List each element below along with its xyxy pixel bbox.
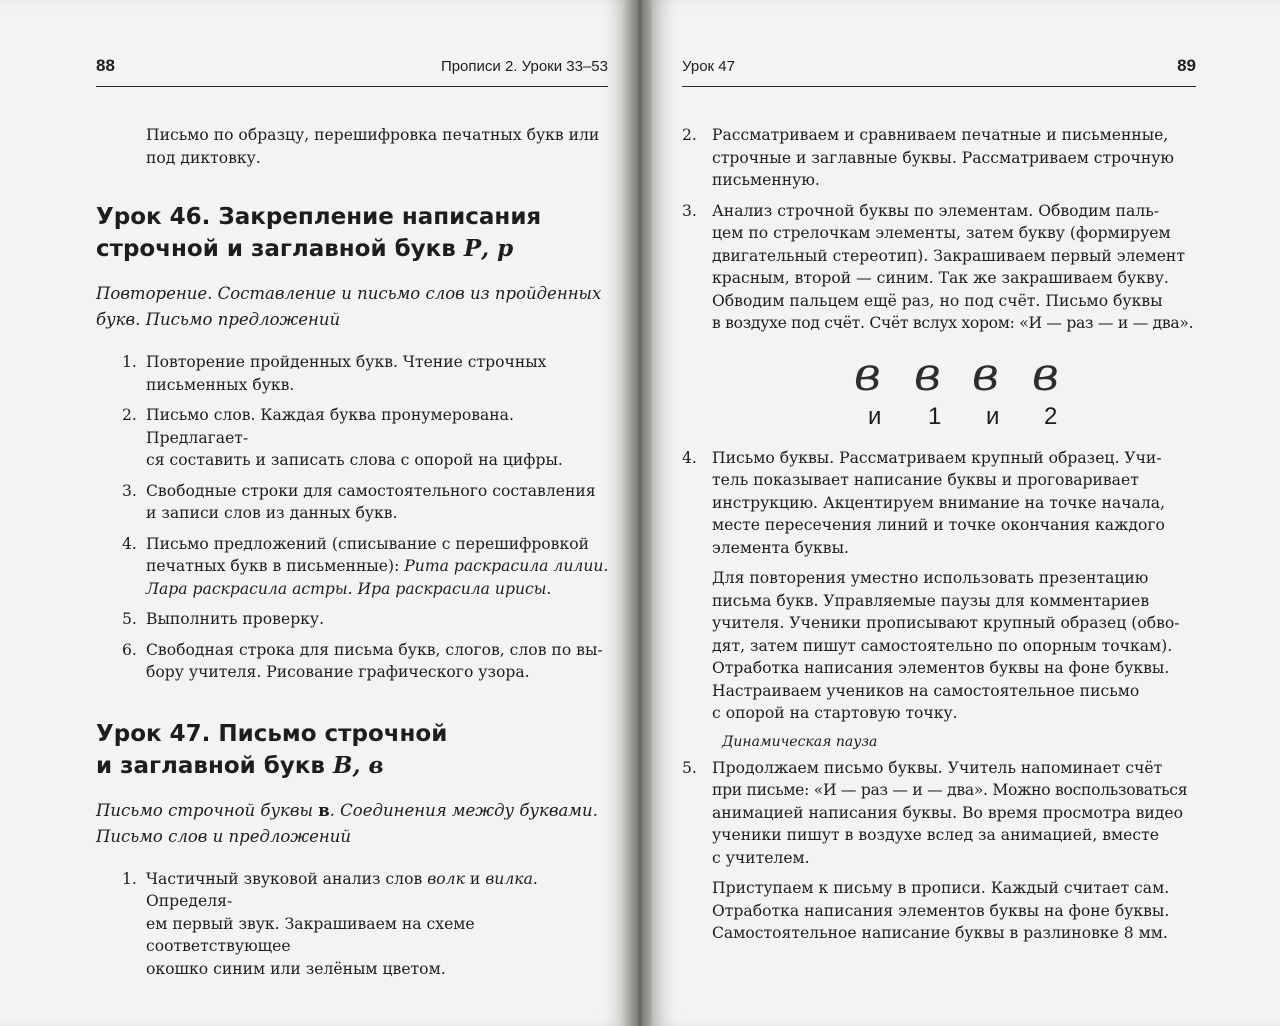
item-number: 1.: [122, 353, 137, 371]
steps-list-final: [682, 757, 1198, 870]
lesson-47-subtitle: [96, 798, 610, 850]
text-line: месте пересечения линий и точке окончания каждого: [712, 516, 1165, 534]
subtitle-line: букв. Письмо предложений: [96, 310, 341, 329]
text-line: Самостоятельное написание буквы в разлиновке 8 мм.: [712, 924, 1168, 942]
count-label: 1: [928, 402, 942, 430]
presentation-paragraph: [682, 567, 1198, 725]
steps-list-continued: [682, 447, 1198, 560]
cursive-letter: в: [1032, 346, 1059, 401]
list-item: [96, 868, 610, 981]
text-line: тель показывает написание буквы и проговаривает: [712, 471, 1139, 489]
text-line: ся составить и записать слова с опорой на цифры.: [146, 451, 563, 469]
list-item: [96, 608, 610, 631]
text-line: анимацией написания буквы. Во время просмотра видео: [712, 803, 1183, 822]
subtitle-part: Письмо строчной буквы: [96, 800, 319, 820]
text-line: Свободные строки для самостоятельного составления: [146, 481, 596, 500]
text-line: и записи слов из данных букв.: [146, 504, 398, 522]
text-line: письменную.: [712, 171, 820, 189]
text-part: . Определя-: [146, 869, 538, 910]
text-line: письма букв. Управляемые паузы для комментариев: [712, 591, 1150, 610]
word-example: волк: [427, 869, 465, 888]
page-number: 88: [96, 56, 115, 75]
text-part: Частичный звуковой анализ слов: [146, 869, 428, 888]
cursive-letter: в: [972, 346, 999, 401]
list-item: [96, 404, 610, 472]
header-title: Прописи 2. Уроки 33–53: [440, 58, 608, 75]
list-item: [682, 200, 1198, 335]
text-line: окошко синим или зелёным цветом.: [146, 959, 446, 978]
text-line: инструкцию. Акцентируем внимание на точке начала,: [712, 493, 1165, 512]
text-part: и: [464, 869, 486, 888]
text-line: Приступаем к письму в прописи. Каждый считает сам.: [712, 879, 1170, 897]
item-number: 3.: [122, 481, 137, 500]
text-line: с опорой на стартовую точку.: [712, 704, 958, 722]
title-line: Урок 46. Закрепление написания: [96, 204, 542, 230]
dynamic-pause-label: Динамическая пауза: [722, 733, 878, 750]
lesson-46-list: [96, 351, 610, 684]
text-line: под диктовку.: [146, 148, 261, 167]
text-line: письменных букв.: [146, 375, 295, 394]
text-line: Обводим пальцем ещё раз, но под счёт. Письмо буквы: [712, 291, 1163, 310]
item-number: 2.: [122, 406, 137, 424]
right-content: [682, 124, 1198, 945]
list-item: [682, 124, 1198, 192]
header-title: Урок 47: [682, 58, 735, 75]
cursive-letter: в: [914, 346, 941, 401]
running-header: [96, 52, 608, 87]
text-line: двигательный стереотип). Закрашиваем первый элемент: [712, 246, 1185, 265]
text-line: Для повторения уместно использовать презентацию: [712, 569, 1149, 587]
list-item: [682, 447, 1198, 560]
item-number: 3.: [682, 201, 697, 220]
list-item: [96, 351, 610, 396]
lesson-46-title: [96, 201, 610, 265]
page-number: 89: [1177, 56, 1196, 75]
title-line: Урок 47. Письмо строчной: [96, 720, 448, 747]
item-number: 6.: [122, 640, 137, 659]
cursive-letter: в: [854, 346, 881, 401]
text-line: строчные и заглавные буквы. Рассматриваем строчную: [712, 148, 1174, 167]
list-item: [96, 480, 610, 525]
title-letters: В, в: [333, 751, 384, 779]
count-label: и: [868, 402, 882, 430]
lesson-47-title: [96, 718, 610, 782]
lesson-46-subtitle: [96, 281, 610, 333]
text-line: при письме: «И — раз — и — два». Можно воспользоваться: [712, 781, 1188, 799]
item-number: 5.: [122, 610, 137, 628]
count-label: и: [986, 402, 1000, 430]
title-line: и заглавной букв: [96, 752, 333, 779]
item-number: 5.: [682, 758, 697, 777]
subtitle-letter: в: [318, 800, 330, 820]
left-content: [96, 124, 610, 980]
text-line: Анализ строчной буквы по элементам. Обводим паль-: [712, 201, 1159, 220]
text-line: Письмо по образцу, перешифровка печатных букв или: [146, 126, 600, 144]
subtitle-line: Повторение. Составление и письмо слов из пройденных: [96, 284, 602, 303]
text-line: Свободная строка для письма букв, слогов, слов по вы-: [146, 640, 603, 659]
text-line: Повторение пройденных букв. Чтение строчных: [146, 353, 547, 371]
text-line: Продолжаем письмо буквы. Учитель напоминает счёт: [712, 758, 1163, 777]
text-line: ем первый звук. Закрашиваем на схеме соответствующее: [146, 914, 475, 955]
example-sentence: Рита раскрасила лилии.: [404, 557, 609, 575]
text-line: элемента буквы.: [712, 538, 849, 557]
text-line: печатных букв в письменные):: [146, 557, 405, 575]
intro-paragraph: [96, 124, 610, 169]
text-line: в воздухе под счёт. Счёт вслух хором: «И — раз — и — два».: [712, 314, 1194, 332]
list-item: [96, 533, 610, 601]
text-line: бору учителя. Рисование графического узора.: [146, 663, 530, 681]
text-line: Настраиваем учеников на самостоятельное письмо: [712, 681, 1140, 700]
running-header: [682, 52, 1196, 87]
left-page: [0, 0, 628, 1026]
lesson-47-list: [96, 868, 610, 981]
text-line: Отработка написания элементов буквы на фоне буквы.: [712, 659, 1170, 677]
subtitle-line: Письмо слов и предложений: [96, 826, 351, 846]
right-page: [652, 0, 1280, 1026]
item-number: 1.: [122, 869, 137, 888]
text-line: с учителем.: [712, 848, 810, 867]
item-number: 2.: [682, 126, 697, 144]
text-line: красным, второй — синим. Так же закрашиваем букву.: [712, 269, 1169, 287]
example-sentence: Лара раскрасила астры. Ира раскрасила ирисы.: [146, 579, 552, 598]
text-line: цем по стрелочкам элементы, затем букву (формируем: [712, 224, 1171, 242]
letter-writing-figure: [682, 347, 1198, 443]
text-line: Отработка написания элементов буквы на фоне буквы.: [712, 901, 1170, 920]
steps-list: [682, 124, 1198, 335]
item-number: 4.: [122, 534, 137, 553]
text-line: Письмо слов. Каждая буква пронумерована. Предлагает-: [146, 406, 514, 447]
text-line: Письмо буквы. Рассматриваем крупный образец. Учи-: [712, 448, 1162, 467]
count-label: 2: [1044, 402, 1058, 430]
text-line: дят, затем пишут самостоятельно по опорным точкам).: [712, 636, 1173, 655]
text-line: Выполнить проверку.: [146, 610, 325, 628]
title-line: строчной и заглавной букв: [96, 236, 464, 262]
item-number: 4.: [682, 448, 697, 467]
text-line: учителя. Ученики прописывают крупный образец (обво-: [712, 614, 1180, 632]
list-item: [682, 757, 1198, 870]
text-line: Письмо предложений (списывание с перешифровкой: [146, 534, 589, 553]
text-line: ученики пишут в воздухе вслед за анимацией, вместе: [712, 826, 1159, 844]
word-example: вилка: [485, 869, 533, 888]
list-item: [96, 639, 610, 684]
text-line: Рассматриваем и сравниваем печатные и письменные,: [712, 126, 1169, 144]
subtitle-part: . Соединения между буквами.: [329, 800, 598, 820]
title-letters: Р, р: [463, 235, 514, 262]
practice-paragraph: [682, 877, 1198, 945]
